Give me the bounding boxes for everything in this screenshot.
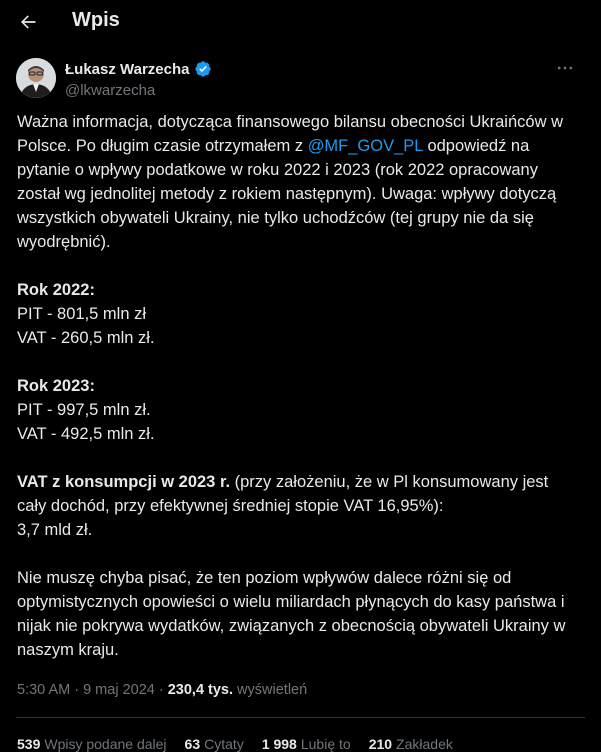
likes-count: 1 998 [261, 736, 297, 752]
more-horizontal-icon [555, 58, 575, 78]
top-bar [0, 0, 601, 44]
author-row [16, 58, 586, 102]
year-2023-vat: VAT - 492,5 mln zł. [17, 425, 155, 443]
tweet-paragraph-intro [17, 110, 582, 254]
year-2022-heading: Rok 2022: [17, 281, 95, 299]
year-2022-vat: VAT - 260,5 mln zł. [17, 329, 155, 347]
avatar-image [16, 58, 56, 98]
reposts-label: Wpisy podane dalej [44, 736, 167, 752]
tweet-meta [17, 682, 307, 698]
year-2023-pit: PIT - 997,5 mln zł. [17, 401, 151, 419]
engagement-stats [17, 736, 471, 752]
timestamp[interactable]: 5:30 AM · 9 maj 2024 · [17, 682, 168, 698]
vat-consumption-value: 3,7 mld zł. [17, 521, 93, 539]
intro-text-b: odpowiedź na pytanie o wpływy podatkowe w roku 2022 i 2023 (rok 2022 opracowany został wg jednolitej metody z rokiem następnym). Uwaga: wpływy dotyczą wszystkich obywateli Ukrainy, nie tylko uchodźców (tej grupy nie da się wyodrębnić). [17, 137, 557, 251]
tweet-text [17, 110, 582, 662]
arrow-left-icon [18, 12, 38, 32]
reposts-stat[interactable] [17, 736, 167, 752]
reposts-count: 539 [17, 736, 41, 752]
mention-link[interactable]: @MF_GOV_PL [307, 137, 423, 155]
author-handle[interactable]: @lkwarzecha [65, 82, 156, 99]
quotes-stat[interactable] [185, 736, 244, 752]
quotes-label: Cytaty [204, 736, 244, 752]
year-2023-heading: Rok 2023: [17, 377, 95, 395]
bookmarks-label: Zakładek [396, 736, 453, 752]
more-options-button[interactable] [550, 58, 580, 78]
views-label: wyświetleń [233, 682, 308, 698]
verified-badge-icon [194, 60, 212, 78]
intro-text-a: Ważna informacja, dotycząca finansowego bilansu obecności Ukraińców w Polsce. Po długim czasie otrzymałem z [17, 113, 563, 155]
divider [16, 717, 585, 718]
likes-stat[interactable] [262, 736, 351, 752]
back-button[interactable] [14, 8, 42, 36]
views-count: 230,4 tys. [167, 682, 234, 698]
author-name[interactable]: Łukasz Warzecha [65, 60, 190, 78]
bookmarks-stat[interactable] [369, 736, 453, 752]
avatar[interactable] [16, 58, 56, 98]
year-2022-pit: PIT - 801,5 mln zł [17, 305, 146, 323]
quotes-count: 63 [184, 736, 201, 752]
tweet-paragraph-closing: Nie muszę chyba pisać, że ten poziom wpływów dalece różni się od optymistycznych opowieści o wielu miliardach płynących do kasy państwa i nijak nie pokrywa wydatków, związanych z obecnością obywateli Ukrainy w naszym kraju. [17, 569, 566, 659]
vat-consumption-heading: VAT z konsumpcji w 2023 r. [17, 473, 231, 491]
page-title: Wpis [72, 9, 120, 31]
vat-consumption-text: (przy założeniu, że w Pl konsumowany jest cały dochód, przy efektywnej średniej stopie VAT 16,95%): [17, 473, 549, 515]
likes-label: Lubię to [300, 736, 351, 752]
vat-consumption-paragraph [17, 470, 582, 518]
bookmarks-count: 210 [368, 736, 393, 752]
